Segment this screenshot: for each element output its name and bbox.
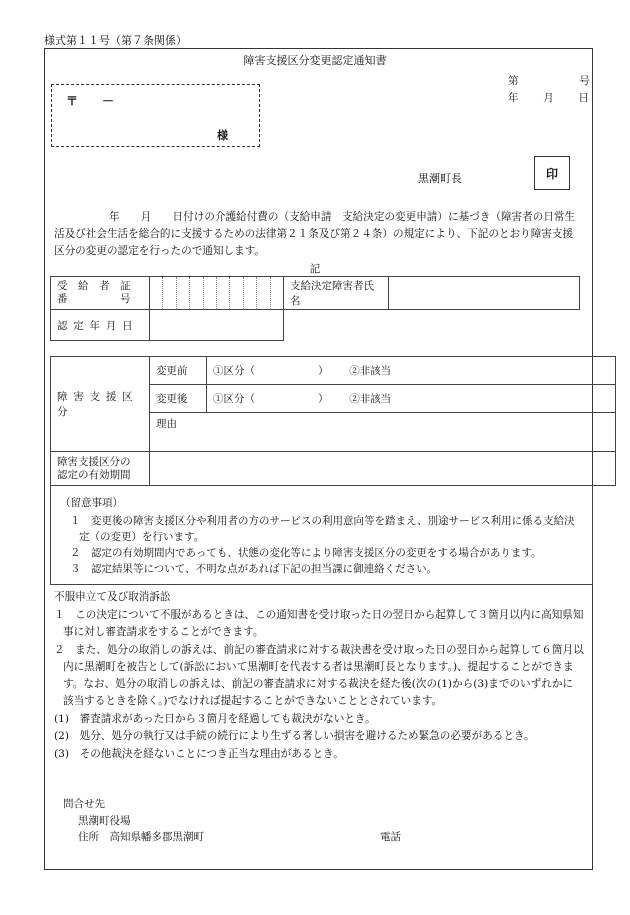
document-number: [508, 73, 590, 88]
body-line-1: 年 月 日付けの介護給付費の（支給申請 支給決定の変更申請）に基づき（障害者の日常生: [109, 211, 576, 223]
reason-label: 理由: [156, 418, 177, 430]
note-2: ２ 認定の有効期間内であっても、状態の変化等により障害支援区分の変更をする場合があります。: [70, 547, 542, 559]
addressee-honorific: 様: [217, 129, 228, 142]
objection-line-2: 事に対し審査請求をすることができます。: [63, 626, 264, 638]
validity-value: [150, 452, 616, 486]
before-option-not-applicable: ②非該当: [349, 365, 392, 377]
notes-heading: （留意事項）: [60, 497, 123, 509]
after-option-category: ①区分（ ）: [213, 393, 329, 405]
cert-date-value: [150, 310, 284, 341]
body-line-3: 区分の変更の認定を行ったので通知します。: [54, 245, 266, 257]
ki-heading: 記: [309, 263, 321, 275]
date-day: 日: [578, 92, 589, 104]
contact-address: 住所 高知県幡多郡黒潮町: [78, 831, 204, 843]
number-prefix: 第: [508, 75, 519, 87]
date-month: 月: [543, 92, 554, 104]
form-label: 様式第１１号（第７条関係）: [44, 34, 187, 47]
after-label: 変更後: [150, 385, 207, 413]
category-label: 障害支援区分: [51, 357, 150, 452]
objection-line-4: 内に黒潮町を被告として(訴訟において黒潮町を代表する者は黒潮町長となります。)、提起することができま: [63, 661, 574, 673]
name-value: [389, 277, 580, 310]
objection-line-1: １ この決定について不服があるときは、この通知書を受け取った日の翌日から起算して３箇月以内に高知県知: [54, 609, 584, 621]
category-table: [50, 356, 616, 486]
note-1-cont: 定（の変更）を行います。: [79, 531, 205, 543]
recipient-number-label: 受 給 者 証 番 号: [51, 277, 150, 310]
name-label: 支給決定障害者氏名: [284, 277, 389, 310]
postal-code: 〒 －: [66, 94, 115, 108]
objection-heading: 不服申立て及び取消訴訟: [54, 591, 171, 603]
seal-stamp: 印: [534, 156, 570, 190]
before-options: [207, 357, 616, 385]
number-suffix: 号: [579, 75, 590, 87]
document-title: 障害支援区分変更認定通知書: [243, 54, 387, 67]
contact-phone: 電話: [380, 831, 401, 843]
objection-line-5: す。なお、処分の取消しの訴えは、前記の審査請求に対する裁決を経た後(次の(1)から(3)までのいずれかに: [63, 678, 574, 690]
contact-office: 黒潮町役場: [78, 815, 131, 827]
validity-label: 障害支援区分の 認定の有効期間: [51, 452, 150, 486]
issuer-mayor: 黒潮町長: [418, 172, 462, 185]
cert-date-label: 認定年月日: [51, 310, 150, 341]
objection-item-1: (1) 審査請求があった日から３箇月を経過しても裁決がないとき。: [54, 713, 376, 725]
recipient-number-cells: [150, 277, 284, 310]
recipient-table: [50, 276, 580, 341]
contact-heading: 問合せ先: [63, 798, 105, 810]
date-year: 年: [508, 92, 519, 104]
objection-item-3: (3) その他裁決を経ないことにつき正当な理由があるとき。: [54, 748, 344, 760]
body-line-2: 活及び社会生活を総合的に支援するための法律第２１条及び第２４条）の規定により、下記のとおり障害支援: [54, 228, 574, 240]
objection-item-2: (2) 処分、処分の執行又は手続の続行により生ずる著しい損害を避けるため緊急の必要があるとき。: [54, 730, 535, 742]
after-option-not-applicable: ②非該当: [349, 393, 392, 405]
after-options: [207, 385, 616, 413]
note-1: １ 変更後の障害支援区分や利用者の方のサービスの利用意向等を踏まえ、別途サービス利用に係る支給決: [70, 515, 575, 527]
document-date: [508, 90, 589, 105]
objection-line-6: 該当するときを除く。)でなければ提起することができないこととされています。: [63, 695, 443, 707]
note-3: ３ 認定結果等について、不明な点があれば下記の担当課に御連絡ください。: [70, 563, 438, 575]
reason-field: [150, 413, 616, 452]
objection-line-3: ２ また、処分の取消しの訴えは、前記の審査請求に対する裁決書を受け取った日の翌日から起算して６箇月以: [54, 644, 584, 656]
before-option-category: ①区分（ ）: [213, 365, 329, 377]
before-label: 変更前: [150, 357, 207, 385]
